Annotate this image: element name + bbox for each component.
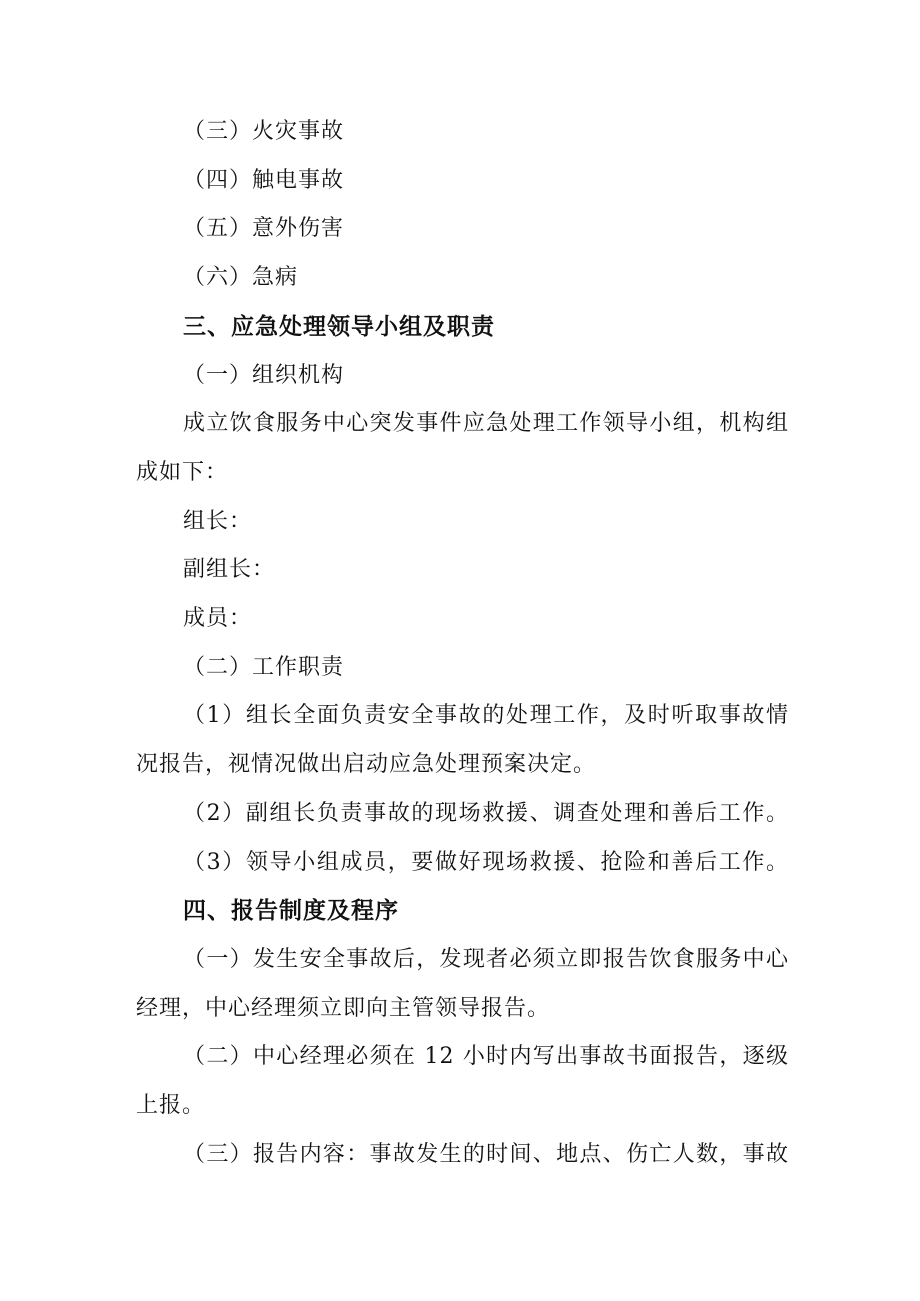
section4-heading: 四、报告制度及程序: [183, 898, 399, 924]
duty2: （2）副组长负责事故的现场救援、调查处理和善后工作。: [183, 801, 789, 826]
section3-sub2-heading: （二）工作职责: [183, 655, 345, 680]
section4-p1-line1: （一）发生安全事故后，发现者必须立即报告饮食服务中心: [183, 947, 789, 972]
item-sudden-illness: （六）急病: [183, 265, 299, 290]
deputy-leader-label: 副组长：: [183, 557, 276, 582]
duty1-line1: （1）组长全面负责安全事故的处理工作，及时听取事故情: [183, 703, 789, 728]
members-label: 成员：: [183, 606, 253, 631]
section4-p2-line2: 上报。: [136, 1093, 206, 1118]
section4-p1-line2: 经理，中心经理须立即向主管领导报告。: [136, 996, 551, 1021]
section3-heading: 三、应急处理领导小组及职责: [183, 314, 495, 340]
item-electric-shock: （四）触电事故: [183, 168, 345, 193]
section4-p3-line1: （三）报告内容：事故发生的时间、地点、伤亡人数，事故: [183, 1142, 789, 1167]
duty1-line2: 况报告，视情况做出启动应急处理预案决定。: [136, 752, 597, 777]
section4-p2-line1: （二）中心经理必须在 12 小时内写出事故书面报告，逐级: [183, 1044, 789, 1069]
duty3: （3）领导小组成员，要做好现场救援、抢险和善后工作。: [183, 850, 789, 875]
section3-sub1-para-line1: 成立饮食服务中心突发事件应急处理工作领导小组，机构组: [183, 411, 789, 436]
section3-sub1-para-line2: 成如下：: [136, 460, 229, 485]
item-fire-accident: （三）火灾事故: [183, 119, 345, 144]
group-leader-label: 组长：: [183, 509, 253, 534]
section3-sub1-heading: （一）组织机构: [183, 363, 345, 388]
item-accidental-injury: （五）意外伤害: [183, 216, 345, 241]
